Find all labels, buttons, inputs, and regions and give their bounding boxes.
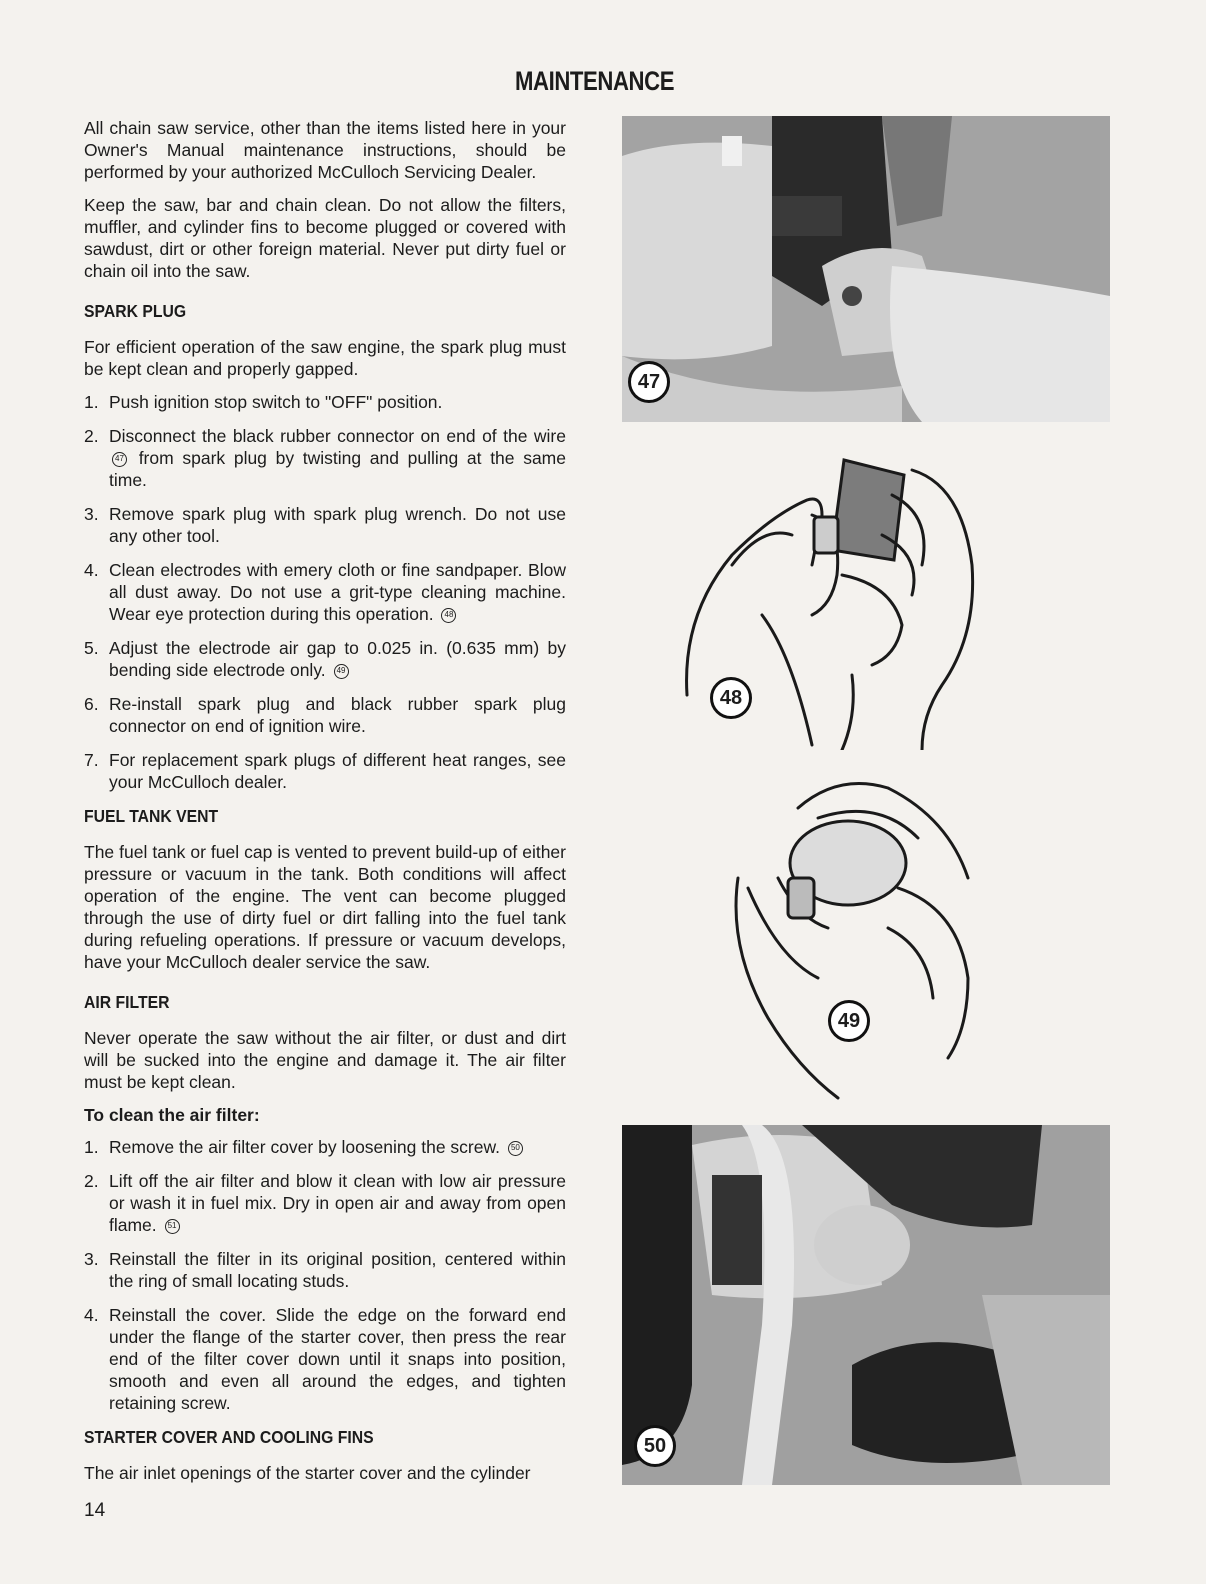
list-item [84,1136,566,1158]
spark-plug-steps [84,391,566,793]
step-number: 3. [84,1249,99,1269]
step-text: Push ignition stop switch to "OFF" position. [109,392,443,412]
figure-ref: 49 [334,664,349,679]
step-text [109,559,566,625]
step-text: Reinstall the cover. Slide the edge on the forward end under the flange of the starter cover, then press the rear end of the filter cover down until it snaps into position, smooth and even all around the edges, and tighten retaining screw. [109,1305,566,1413]
figure-49-badge: 49 [828,1000,870,1042]
air-filter-steps [84,1136,566,1414]
step-text-part: from spark plug by twisting and pulling at the same time. [109,448,566,490]
figure-ref: 51 [165,1219,180,1234]
step-text: Reinstall the filter in its original position, centered within the ring of small locating studs. [109,1249,566,1291]
step-text-part: Adjust the electrode air gap to 0.025 in. (0.635 mm) by bending side electrode only. [109,638,566,680]
list-item [84,1304,566,1414]
list-item [84,1170,566,1236]
page-number: 14 [84,1500,106,1521]
step-text-part: Remove the air filter cover by loosening the screw. [109,1137,501,1157]
step-number: 1. [84,392,99,412]
spark-plug-intro: For efficient operation of the saw engine, the spark plug must be kept clean and properly gapped. [84,337,566,379]
figure-47-photo [622,116,1110,422]
step-text: Re-install spark plug and black rubber spark plug connector on end of ignition wire. [109,694,566,736]
text-column [84,117,566,1495]
list-item [84,391,566,413]
step-text [109,1136,566,1158]
starter-cover-heading: STARTER COVER AND COOLING FINS [84,1427,374,1447]
step-text [109,637,566,681]
step-text [109,1170,566,1236]
starter-cover-text: The air inlet openings of the starter cover and the cylinder [84,1463,531,1483]
air-filter-cover-illustration [622,1125,1110,1485]
figure-49-illustration [718,778,988,1103]
air-filter-text: Never operate the saw without the air filter, or dust and dirt will be sucked into the engine and damage it. The air filter must be kept clean. [84,1028,566,1092]
step-number: 6. [84,694,99,714]
step-text-part: Lift off the air filter and blow it clean with low air pressure or wash it in fuel mix. Dry in open air and away from open flame. [109,1171,566,1235]
spark-plug-heading: SPARK PLUG [84,301,187,321]
figure-48-badge: 48 [710,677,752,719]
step-text: For replacement spark plugs of different heat ranges, see your McCulloch dealer. [109,750,566,792]
figure-47-badge: 47 [628,361,670,403]
step-text: Remove spark plug with spark plug wrench. Do not use any other tool. [109,504,566,546]
list-item [84,637,566,681]
step-number: 5. [84,638,99,658]
step-text-part: Clean electrodes with emery cloth or fine sandpaper. Blow all dust away. Do not use a grit-type cleaning machine. Wear eye protection during this operation. [109,560,566,624]
intro-paragraph-2: Keep the saw, bar and chain clean. Do not allow the filters, muffler, and cylinder fins to become plugged or covered with sawdust, dirt or other foreign material. Never put dirty fuel or chain oil into the saw. [84,195,566,281]
list-item [84,749,566,793]
figure-50-badge: 50 [634,1425,676,1467]
page-title: MAINTENANCE [515,66,675,96]
step-number: 2. [84,1171,99,1191]
step-text [109,425,566,491]
step-number: 1. [84,1137,99,1157]
figure-ref: 48 [441,608,456,623]
step-text-part: Disconnect the black rubber connector on end of the wire [109,426,566,446]
step-number: 3. [84,504,99,524]
list-item [84,503,566,547]
saw-engine-illustration [622,116,1110,422]
list-item [84,1248,566,1292]
air-filter-subheading: To clean the air filter: [84,1105,260,1125]
step-number: 4. [84,1305,99,1325]
figure-ref: 47 [112,452,127,467]
hands-gapping-plug-illustration [718,778,988,1103]
fuel-tank-vent-heading: FUEL TANK VENT [84,806,219,826]
figure-48-illustration [672,455,992,750]
figure-ref: 50 [508,1141,523,1156]
list-item [84,559,566,625]
list-item [84,425,566,491]
fuel-tank-vent-text: The fuel tank or fuel cap is vented to prevent build-up of either pressure or vacuum in the tank. Both conditions will affect operation of the engine. The vent can become plugged through the use of dirty fuel or dirt falling into the fuel tank during refueling operations. If pressure or vacuum develops, have your McCulloch dealer service the saw. [84,842,566,972]
step-number: 2. [84,426,99,446]
step-number: 4. [84,560,99,580]
step-number: 7. [84,750,99,770]
intro-paragraph-1: All chain saw service, other than the items listed here in your Owner's Manual maintenance instructions, should be performed by your authorized McCulloch Servicing Dealer. [84,118,566,182]
figure-50-photo [622,1125,1110,1485]
air-filter-heading: AIR FILTER [84,992,170,1012]
list-item [84,693,566,737]
